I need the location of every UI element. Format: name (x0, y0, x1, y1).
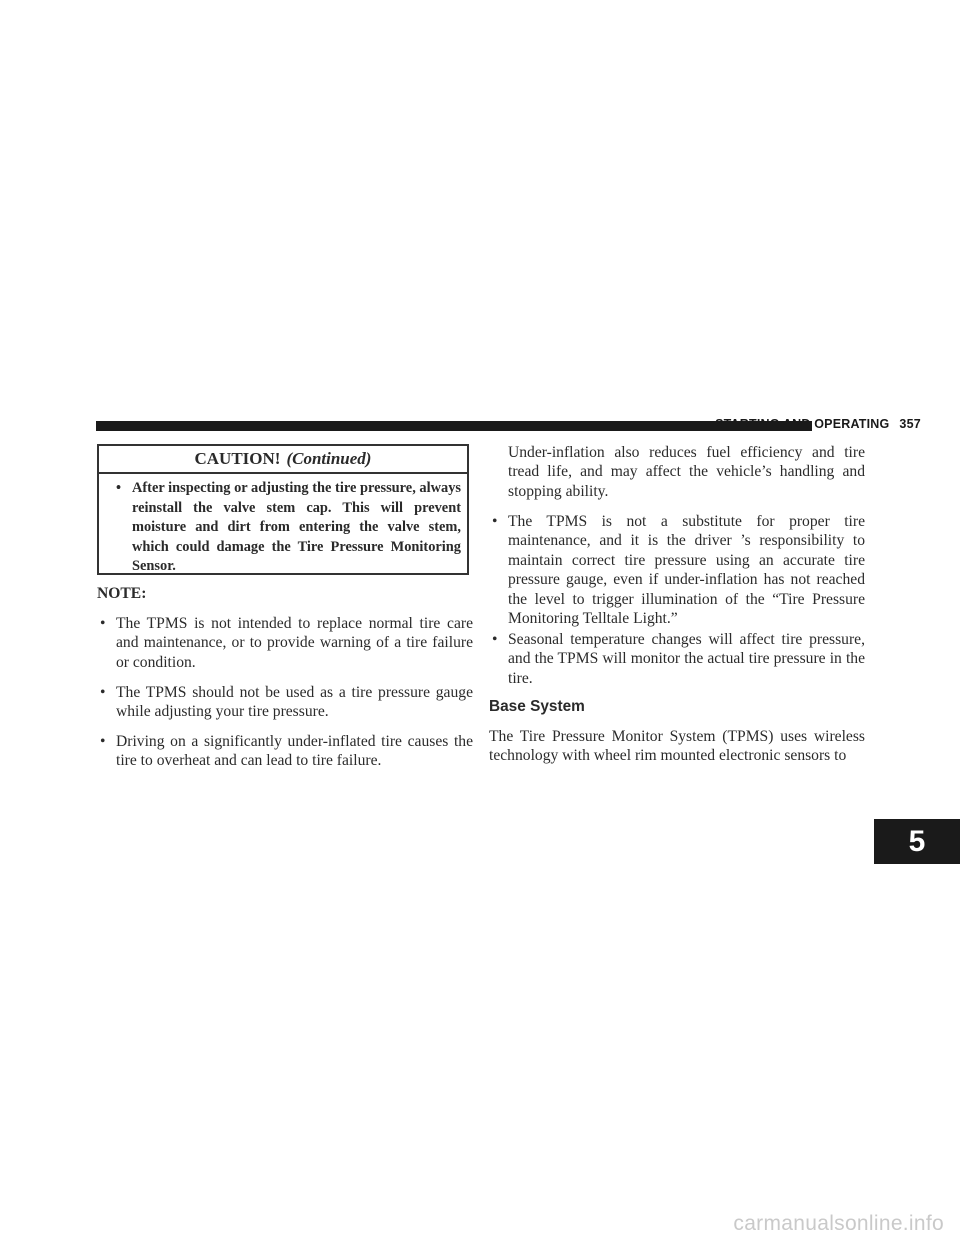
note-item-text: Driving on a significantly under-inflated tire causes the tire to overheat and can lead to tire failure. (116, 733, 473, 770)
chapter-tab: 5 (874, 819, 960, 864)
base-system-paragraph: The Tire Pressure Monitor System (TPMS) uses wireless technology with wheel rim mounted electronic sensors to (489, 728, 865, 765)
caution-label: CAUTION! (194, 449, 281, 468)
note-item (97, 614, 473, 672)
caution-title (99, 446, 467, 474)
caution-text: After inspecting or adjusting the tire pressure, always reinstall the valve stem cap. This will prevent moisture and dirt from entering the valve stem, which could damage the Tire Pressure Monitoring Sensor. (132, 480, 461, 574)
page-number: 357 (899, 417, 921, 431)
note-item-text: The TPMS should not be used as a tire pressure gauge while adjusting your tire pressure. (116, 684, 473, 721)
note-item-text: The TPMS is not a substitute for proper tire maintenance, and it is the driver ’s responsibility to maintain correct tire pressure using an accurate tire pressure gauge, even if under-inflation has not reached the level to trigger illumination of the “Tire Pressure Monitoring Telltale Light.” (508, 513, 865, 628)
note-label: NOTE: (97, 585, 147, 602)
bullet-icon: • (100, 733, 106, 750)
note-item-text: Seasonal temperature changes will affect tire pressure, and the TPMS will monitor the actual tire pressure in the tire. (508, 631, 865, 687)
bullet-icon: • (100, 684, 106, 701)
bullet-icon: • (100, 615, 106, 632)
caution-body (99, 474, 467, 577)
note-item (489, 512, 865, 628)
caution-box (97, 444, 469, 575)
continuation-paragraph: Under-inflation also reduces fuel efficiency and tire tread life, and may affect the vehicle’s handling and stopping ability. (508, 444, 865, 500)
page-header (715, 417, 921, 431)
note-item-text: The TPMS is not intended to replace normal tire care and maintenance, or to provide warning of a tire failure or condition. (116, 615, 473, 671)
watermark: carmanualsonline.info (733, 1212, 944, 1235)
section-heading: Base System (489, 698, 585, 715)
note-item (97, 683, 473, 722)
bullet-icon: • (492, 631, 498, 648)
caution-continued: (Continued) (286, 449, 372, 468)
header-rule (96, 421, 812, 431)
bullet-icon: • (116, 480, 122, 496)
bullet-icon: • (492, 513, 498, 530)
section-title: STARTING AND OPERATING (715, 417, 890, 431)
note-item (97, 732, 473, 771)
note-item (489, 630, 865, 688)
